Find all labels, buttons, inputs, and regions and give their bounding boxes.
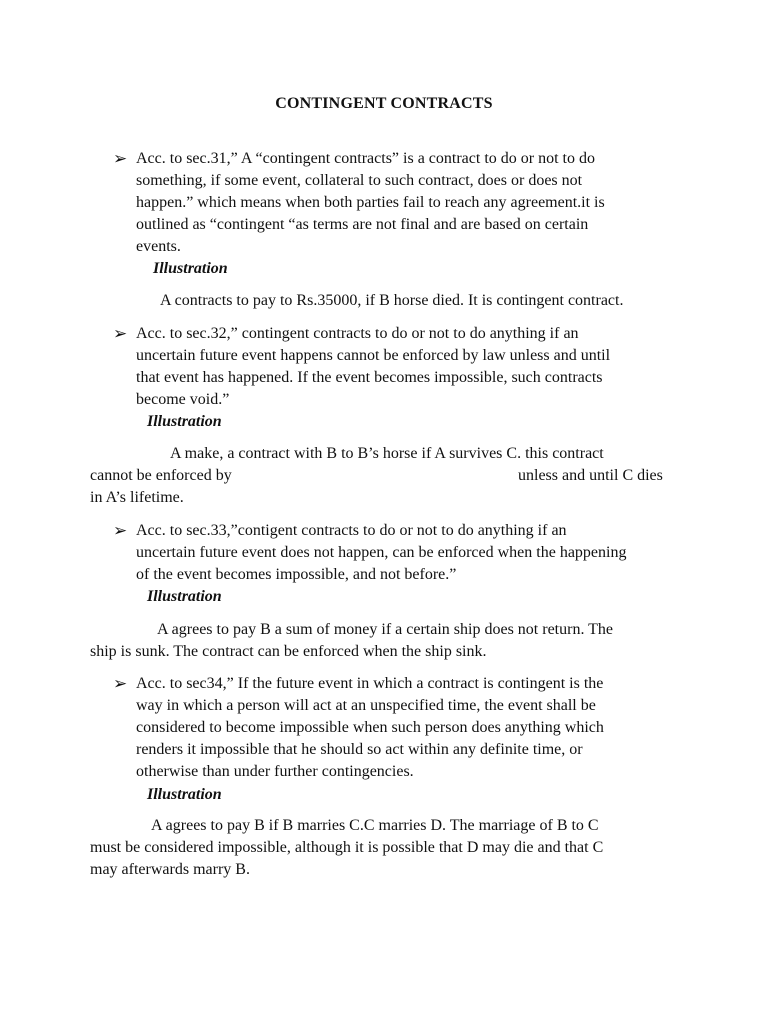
- illustration-heading: Illustration: [153, 260, 228, 277]
- illustration-heading: Illustration: [147, 413, 222, 430]
- section-33-text: [136, 520, 696, 586]
- text-line: A agrees to pay B a sum of money if a certain ship does not return. The: [157, 621, 614, 638]
- text-line: renders it impossible that he should so act within any definite time, or: [136, 741, 583, 758]
- text-line: Acc. to sec.33,”contigent contracts to do or not to do anything if an: [136, 522, 567, 539]
- illustration-text: A contracts to pay to Rs.35000, if B horse died. It is contingent contract.: [160, 292, 624, 309]
- document-title: CONTINGENT CONTRACTS: [275, 95, 493, 112]
- text-line: ship is sunk. The contract can be enforced when the ship sink.: [90, 643, 487, 660]
- illustration-text-left: cannot be enforced by: [90, 467, 232, 484]
- text-line: events.: [136, 238, 181, 255]
- bullet-arrow-icon: ➢: [113, 521, 128, 540]
- illustration-text: A make, a contract with B to B’s horse if A survives C. this contract: [170, 445, 604, 462]
- section-31-text: [136, 148, 696, 258]
- text-line: A agrees to pay B if B marries C.C marries D. The marriage of B to C: [151, 817, 599, 834]
- bullet-arrow-icon: ➢: [113, 149, 128, 168]
- section-32-text: [136, 323, 696, 411]
- illustration-heading: Illustration: [147, 588, 222, 605]
- text-line: Acc. to sec.31,” A “contingent contracts” is a contract to do or not to do: [136, 150, 595, 167]
- text-line: of the event becomes impossible, and not before.”: [136, 566, 457, 583]
- text-line: otherwise than under further contingencies.: [136, 763, 414, 780]
- text-line: considered to become impossible when such person does anything which: [136, 719, 604, 736]
- text-line: outlined as “contingent “as terms are not final and are based on certain: [136, 216, 589, 233]
- bullet-arrow-icon: ➢: [113, 324, 128, 343]
- text-line: happen.” which means when both parties fail to reach any agreement.it is: [136, 194, 605, 211]
- illustration-heading: Illustration: [147, 786, 222, 803]
- text-line: Acc. to sec.32,” contingent contracts to do or not to do anything if an: [136, 325, 579, 342]
- text-line: something, if some event, collateral to such contract, does or does not: [136, 172, 583, 189]
- illustration-text-line: [90, 465, 680, 487]
- bullet-arrow-icon: ➢: [113, 674, 128, 693]
- text-line: way in which a person will act at an unspecified time, the event shall be: [136, 697, 596, 714]
- text-line: uncertain future event happens cannot be enforced by law unless and until: [136, 347, 611, 364]
- text-line: become void.”: [136, 391, 230, 408]
- text-line: may afterwards marry B.: [90, 861, 250, 878]
- text-line: that event has happened. If the event becomes impossible, such contracts: [136, 369, 603, 386]
- text-line: uncertain future event does not happen, can be enforced when the happening: [136, 544, 627, 561]
- illustration-text: [90, 619, 613, 663]
- text-line: must be considered impossible, although it is possible that D may die and that C: [90, 839, 604, 856]
- illustration-text: in A’s lifetime.: [90, 489, 184, 506]
- illustration-text: [90, 815, 603, 881]
- text-line: Acc. to sec34,” If the future event in which a contract is contingent is the: [136, 675, 604, 692]
- illustration-text-right: unless and until C dies: [518, 467, 663, 484]
- section-34-text: [136, 673, 696, 783]
